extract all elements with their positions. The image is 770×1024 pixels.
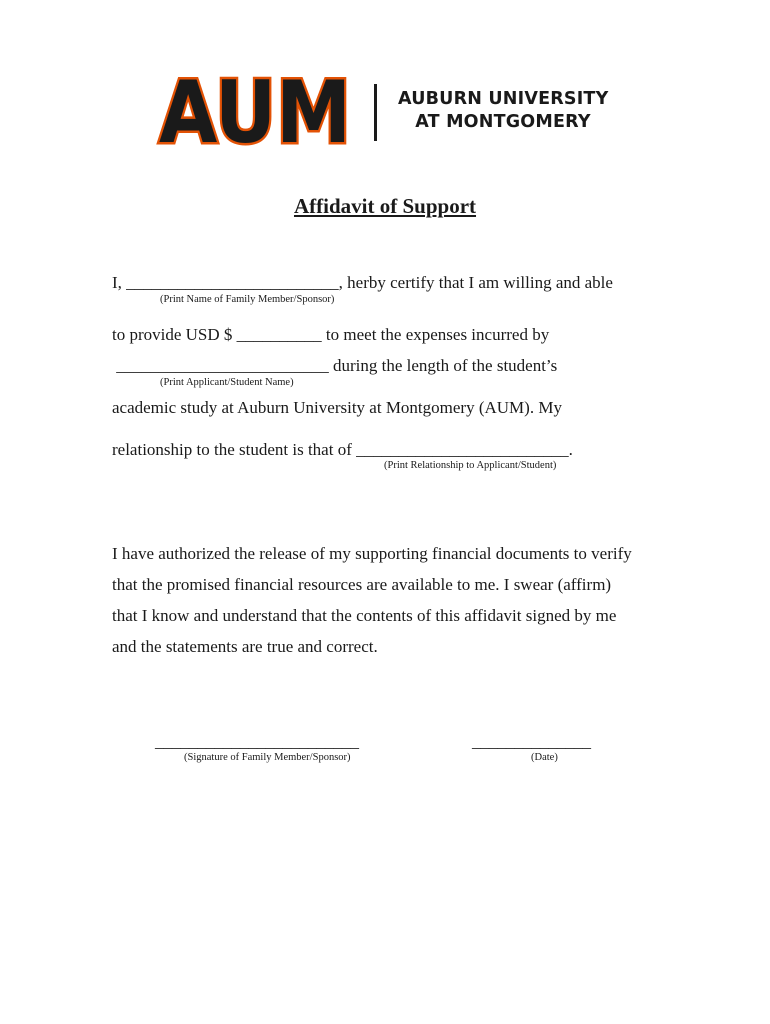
statement-line: that I know and understand that the contents of this affidavit signed by me [112, 606, 617, 625]
relationship-hint: (Print Relationship to Applicant/Student) [384, 460, 557, 471]
sponsor-name-line: I, _________________________, herby certify that I am willing and able [112, 273, 613, 292]
relationship-line: relationship to the student is that of _________________________. [112, 440, 573, 459]
statement-line: and the statements are true and correct. [112, 637, 378, 656]
sponsor-name-hint: (Print Name of Family Member/Sponsor) [160, 294, 335, 305]
date-label: (Date) [531, 752, 558, 763]
aum-logo-mark [155, 63, 355, 163]
signature-line: ________________________ [155, 732, 359, 751]
logo-mark-text: AUM [159, 63, 351, 163]
student-name-line: _________________________ during the length of the student’s [112, 356, 558, 375]
student-name-hint: (Print Applicant/Student Name) [160, 377, 294, 388]
statement-line: I have authorized the release of my supporting financial documents to verify [112, 544, 632, 563]
academic-study-line: academic study at Auburn University at Montgomery (AUM). My [112, 398, 562, 417]
document-title: Affidavit of Support [293, 194, 477, 218]
logo-divider [374, 84, 377, 141]
signature-label: (Signature of Family Member/Sponsor) [184, 752, 351, 763]
university-name-line1: AUBURN UNIVERSITY [398, 89, 609, 109]
university-name-line2: AT MONTGOMERY [415, 112, 591, 132]
amount-line: to provide USD $ __________ to meet the expenses incurred by [112, 325, 550, 344]
date-line: ______________ [472, 732, 591, 751]
statement-line: that the promised financial resources are available to me. I swear (affirm) [112, 575, 612, 594]
university-name [398, 88, 608, 134]
